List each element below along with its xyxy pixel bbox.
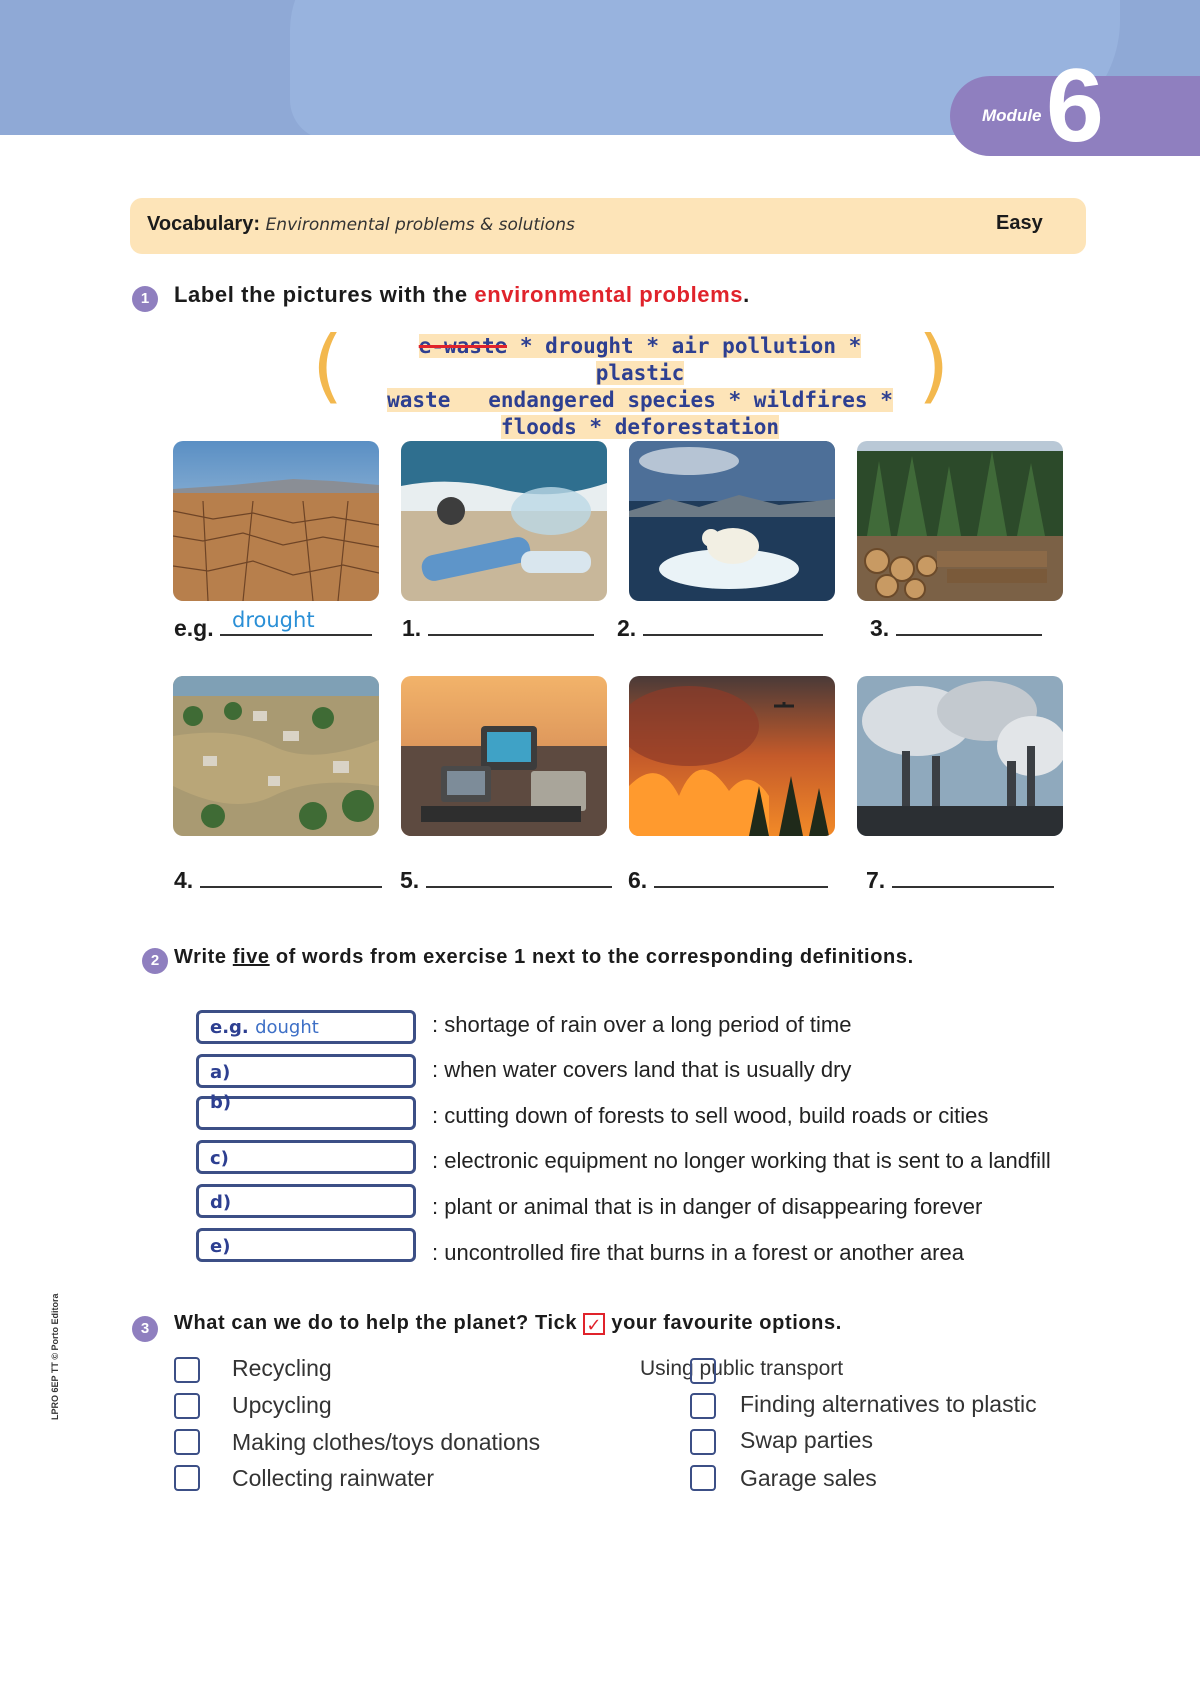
e-waste-photo xyxy=(401,676,607,836)
difficulty-level: Easy xyxy=(996,212,1043,234)
checkbox-rainwater[interactable] xyxy=(174,1465,200,1491)
option-label: Collecting rainwater xyxy=(232,1465,434,1491)
checkbox-alternatives-plastic[interactable] xyxy=(690,1393,716,1419)
answer-box-label xyxy=(210,1017,319,1038)
label-4 xyxy=(174,864,382,894)
option-label: Making clothes/toys donations xyxy=(232,1429,541,1455)
checkbox-public-transport[interactable] xyxy=(690,1358,716,1384)
instruction-underlined: five xyxy=(232,946,270,968)
deforestation-photo xyxy=(857,441,1063,601)
instruction-highlight: environmental problems xyxy=(474,282,744,307)
answer-box-label: d) xyxy=(210,1192,232,1213)
answer-line xyxy=(654,864,828,888)
instruction-end: your favourite options. xyxy=(605,1312,842,1334)
word-bank-line2: waste endangered species * wildfires * xyxy=(387,388,893,412)
floods-photo xyxy=(173,676,379,836)
label-example xyxy=(174,608,372,642)
instruction-end: . xyxy=(743,282,750,307)
word-bank xyxy=(385,333,895,441)
definition-text: : cutting down of forests to sell wood, build roads or cities xyxy=(432,1103,989,1128)
answer-box-label: a) xyxy=(210,1062,231,1083)
answer-line xyxy=(643,612,823,636)
answer-line xyxy=(428,612,594,636)
exercise-3-number: 3 xyxy=(132,1316,158,1342)
module-number: 6 xyxy=(1046,48,1104,164)
checkbox-swap-parties[interactable] xyxy=(690,1429,716,1455)
exercise-2-number: 2 xyxy=(142,948,168,974)
instruction-text: Write xyxy=(174,946,233,968)
row-label: e.g. xyxy=(210,1017,249,1038)
instruction-text: What can we do to help the planet? Tick xyxy=(174,1312,584,1334)
module-label: Module xyxy=(982,106,1042,125)
label-5 xyxy=(400,864,612,894)
label-3 xyxy=(870,612,1042,642)
label-2 xyxy=(617,612,823,642)
answer-box-label: c) xyxy=(210,1148,229,1169)
instruction-end: of words from exercise 1 next to the corresponding definitions. xyxy=(269,946,914,968)
plastic-waste-photo xyxy=(401,441,607,601)
definition-text: : when water covers land that is usually dry xyxy=(432,1057,852,1082)
vocabulary-label: Vocabulary: xyxy=(147,213,260,235)
word-bank-line1: * drought * air pollution * plastic xyxy=(507,334,862,385)
vocabulary-topic: Environmental problems & solutions xyxy=(265,215,575,235)
label-number: 2. xyxy=(617,615,637,641)
answer-box-c[interactable] xyxy=(196,1140,416,1174)
example-answer: drought xyxy=(232,608,315,632)
answer-line xyxy=(892,864,1054,888)
copyright-note: LPRO 6EP TT © Porto Editora xyxy=(50,1293,60,1420)
definition-text: : uncontrolled fire that burns in a forest or another area xyxy=(432,1240,964,1265)
word-bank-line3: floods * deforestation xyxy=(500,415,780,439)
left-bracket: ( xyxy=(312,319,344,412)
checkbox-recycling[interactable] xyxy=(174,1357,200,1383)
example-answer: dought xyxy=(255,1017,319,1038)
answer-line xyxy=(220,608,372,636)
right-bracket: ) xyxy=(918,319,950,412)
label-number: 4. xyxy=(174,867,194,893)
tick-icon: ✓ xyxy=(583,1313,605,1335)
instruction-text: Label the pictures with the xyxy=(174,282,475,307)
label-number: 5. xyxy=(400,867,420,893)
exercise-1-number: 1 xyxy=(132,286,158,312)
vocabulary-title xyxy=(147,213,575,236)
answer-box-label: b) xyxy=(210,1092,232,1113)
label-number: 1. xyxy=(402,615,422,641)
checkbox-donations[interactable] xyxy=(174,1429,200,1455)
definition-text: : electronic equipment no longer working that is sent to a landfill xyxy=(432,1148,1051,1173)
label-6 xyxy=(628,864,828,894)
label-number: 7. xyxy=(866,867,886,893)
answer-line xyxy=(426,864,612,888)
option-label: Finding alternatives to plastic xyxy=(740,1391,1037,1417)
wildfire-photo xyxy=(629,676,835,836)
definition-text: : shortage of rain over a long period of time xyxy=(432,1012,852,1037)
option-label: Recycling xyxy=(232,1355,332,1381)
exercise-3-instruction xyxy=(174,1312,842,1335)
option-label: Garage sales xyxy=(740,1465,877,1491)
drought-photo xyxy=(173,441,379,601)
definition-text: : plant or animal that is in danger of disappearing forever xyxy=(432,1194,983,1219)
label-number: 3. xyxy=(870,615,890,641)
exercise-1-instruction xyxy=(174,282,750,308)
exercise-2-instruction xyxy=(174,946,914,969)
endangered-species-photo xyxy=(629,441,835,601)
label-number: 6. xyxy=(628,867,648,893)
checkbox-upcycling[interactable] xyxy=(174,1393,200,1419)
air-pollution-photo xyxy=(857,676,1063,836)
answer-box-label: e) xyxy=(210,1236,231,1257)
option-label: Using public transport xyxy=(640,1357,844,1380)
option-label: Swap parties xyxy=(740,1427,873,1453)
word-bank-crossed-word: e-waste xyxy=(418,334,508,358)
label-1 xyxy=(402,612,594,642)
option-label: Upcycling xyxy=(232,1392,332,1418)
label-7 xyxy=(866,864,1054,894)
answer-line xyxy=(200,864,382,888)
checkbox-garage-sales[interactable] xyxy=(690,1465,716,1491)
answer-line xyxy=(896,612,1042,636)
label-number: e.g. xyxy=(174,615,214,641)
